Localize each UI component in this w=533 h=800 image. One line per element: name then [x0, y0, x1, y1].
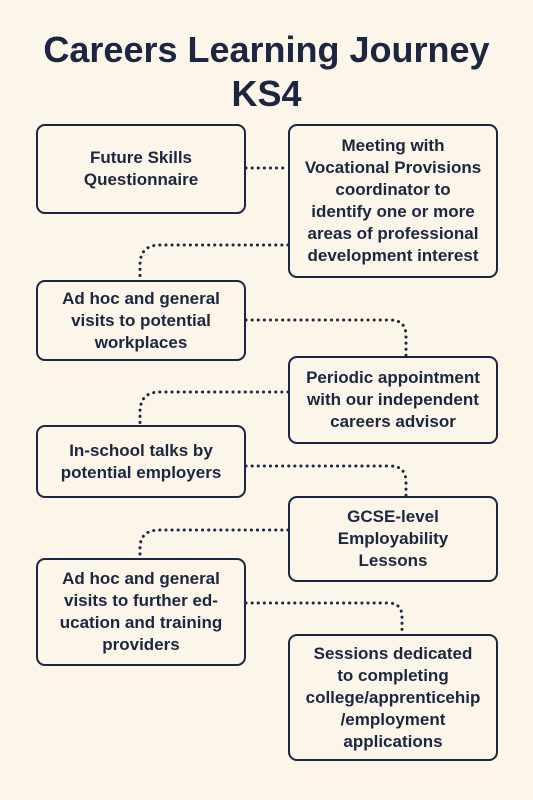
- step-3-label: Ad hoc and general visits to potential workplaces: [62, 288, 220, 352]
- step-applications-sessions: [288, 634, 498, 761]
- connector-3-4: [246, 320, 406, 356]
- title-line-2: KS4: [231, 73, 302, 114]
- connector-4-5: [140, 392, 288, 425]
- step-1-label: Future Skills Questionnaire: [83, 148, 199, 189]
- step-2-label: Meeting with Vocational Provisions coordinator to identify one or more areas of professional development interest: [304, 136, 482, 265]
- step-5-label: In-school talks by potential employers: [60, 440, 222, 482]
- connector-6-7: [140, 530, 288, 558]
- step-7-label: Ad hoc and general visits to further ed- ucation and training providers: [59, 569, 223, 654]
- title-line-1: Careers Learning Journey: [43, 29, 490, 70]
- step-4-label: Periodic appointment with our independent careers advisor: [306, 368, 480, 431]
- step-future-skills-questionnaire: [36, 124, 246, 214]
- step-employer-talks: [36, 425, 246, 498]
- step-employability-lessons: [288, 496, 498, 582]
- connector-2-3: [140, 245, 288, 280]
- step-further-education-visits: [36, 558, 246, 666]
- step-workplace-visits: [36, 280, 246, 361]
- connector-7-8: [246, 603, 402, 634]
- connector-5-6: [246, 466, 406, 496]
- step-6-label: GCSE-level Employability Lessons: [337, 507, 449, 570]
- step-8-label: Sessions dedicated to completing college/apprenticehip /employment applications: [305, 643, 481, 751]
- step-careers-advisor-appointment: [288, 356, 498, 444]
- step-vocational-provisions-meeting: [288, 124, 498, 278]
